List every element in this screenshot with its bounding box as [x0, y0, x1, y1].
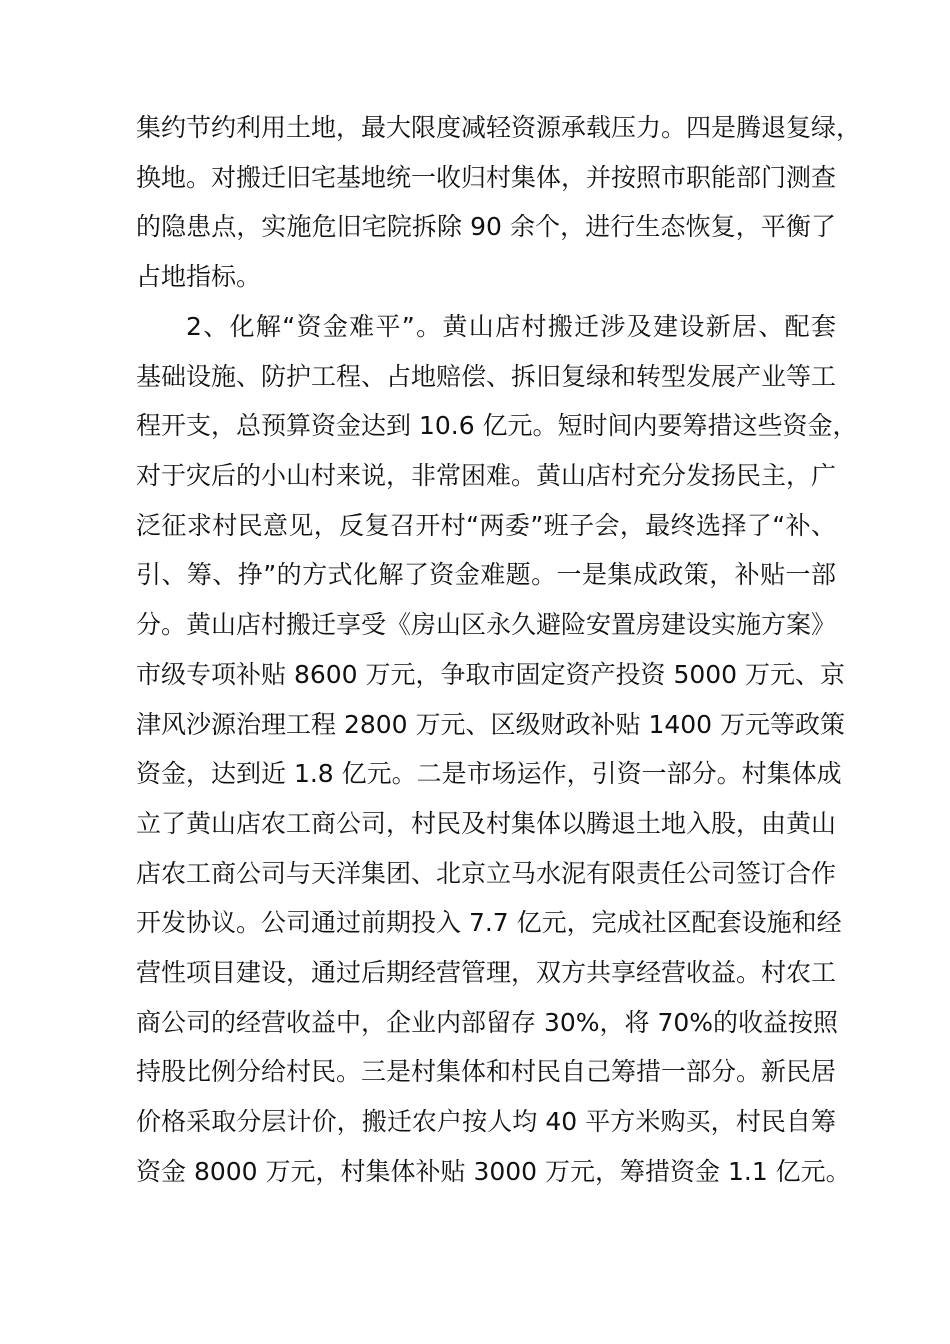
paragraph-funding — [136, 302, 858, 1196]
text-line: 资金，达到近 1.8 亿元。二是市场运作，引资一部分。村集体成 — [136, 759, 842, 789]
text-line: 引、筹、挣”的方式化解了资金难题。一是集成政策，补贴一部 — [136, 560, 836, 590]
text-line: 市级专项补贴 8600 万元，争取市固定资产投资 5000 万元、京 — [136, 659, 846, 689]
text-line: 价格采取分层计价，搬迁农户按人均 40 平方米购买，村民自筹 — [136, 1107, 836, 1136]
text-line: 开发协议。公司通过前期投入 7.7 亿元，完成社区配套设施和经 — [136, 908, 842, 938]
paragraph-continued — [136, 103, 862, 302]
text-line: 津风沙源治理工程 2800 万元、区级财政补贴 1400 万元等政策 — [136, 709, 846, 739]
text-line: 资金 8000 万元，村集体补贴 3000 万元，筹措资金 1.1 亿元。 — [136, 1156, 851, 1186]
text-line: 对于灾后的小山村来说，非常困难。黄山店村充分发扬民主，广 — [136, 461, 837, 491]
text-line: 立了黄山店农工商公司，村民及村集体以腾退土地入股，由黄山 — [136, 808, 837, 838]
text-line: 持股比例分给村民。三是村集体和村民自己筹措一部分。新民居 — [136, 1057, 837, 1087]
text-line: 的隐患点，实施危旧宅院拆除 90 余个，进行生态恢复，平衡了 — [136, 212, 836, 242]
paragraph-heading-line: 2、化解“资金难平”。黄山店村搬迁涉及建设新居、配套 — [186, 312, 836, 341]
text-line: 泛征求村民意见，反复召开村“两委”班子会，最终选择了“补、 — [136, 510, 836, 540]
text-line: 营性项目建设，通过后期经营管理，双方共享经营收益。村农工 — [136, 957, 837, 987]
text-line: 分。黄山店村搬迁享受《房山区永久避险安置房建设实施方案》 — [136, 610, 837, 640]
text-line: 占地指标。 — [136, 262, 262, 292]
text-line: 集约节约利用土地，最大限度减轻资源承载压力。四是腾退复绿， — [136, 113, 862, 142]
text-line: 商公司的经营收益中，企业内部留存 30%，将 70%的收益按照 — [136, 1007, 839, 1037]
text-line: 换地。对搬迁旧宅基地统一收归村集体，并按照市职能部门测查 — [136, 162, 837, 192]
text-line: 店农工商公司与天洋集团、北京立马水泥有限责任公司签订合作 — [136, 858, 837, 888]
text-line: 基础设施、防护工程、占地赔偿、拆旧复绿和转型发展产业等工 — [136, 361, 837, 391]
text-line: 程开支，总预算资金达到 10.6 亿元。短时间内要筹措这些资金， — [136, 411, 858, 441]
